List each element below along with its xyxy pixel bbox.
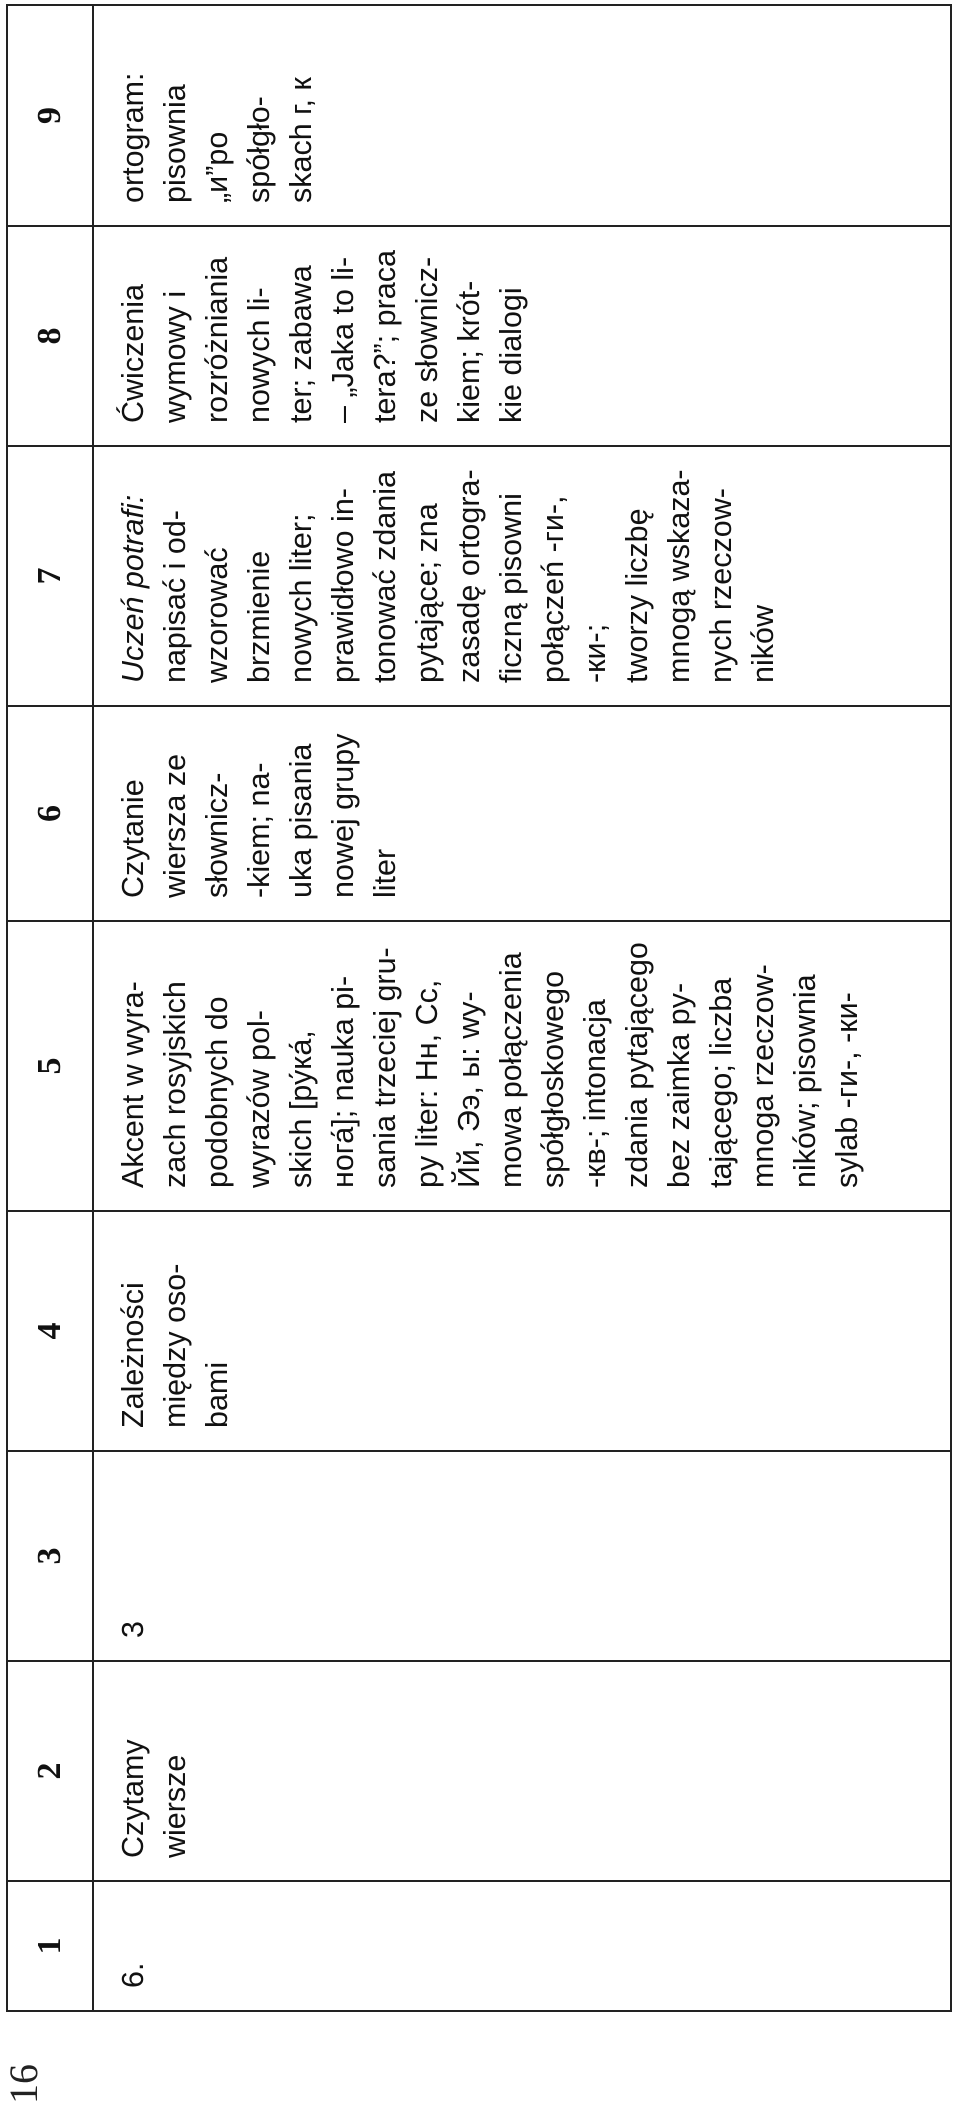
- header-col-7: 7: [7, 446, 93, 706]
- cell-outcomes: [93, 446, 951, 706]
- cell-notes: [93, 5, 951, 226]
- header-col-3: 3: [7, 1451, 93, 1661]
- header-col-9: 9: [7, 5, 93, 226]
- notes-text: ortogram: pisownia „и”po spółgło- skach г, к: [116, 72, 318, 203]
- cell-activities: [93, 706, 951, 921]
- cell-hours: [93, 1451, 951, 1661]
- content-text: Akcent w wyra- zach rosyjskich podobnych do wyrazów pol- skich [ру́ка́, нога́]; nauka pi- sania trzeciej gru- py liter: Нн, Сс, Йй, Ээ, ы: wy- mowa połączenia spółgłoskowego -кв-; intonacja zdania pytającego bez zaimka py- tającego; liczba mnoga rzeczow- ników; pisownia sylab -ги-, -ки-: [116, 942, 864, 1188]
- header-col-2: 2: [7, 1661, 93, 1881]
- cell-topic: [93, 1661, 951, 1881]
- cell-content: [93, 921, 951, 1211]
- cell-exercises: [93, 226, 951, 446]
- header-row: [7, 5, 93, 2011]
- rotated-table-container: [6, 6, 952, 2012]
- cell-theme: [93, 1211, 951, 1451]
- header-col-1: 1: [7, 1881, 93, 2011]
- header-col-5: 5: [7, 921, 93, 1211]
- hours-text: 3: [116, 1621, 150, 1638]
- page-number: 16: [1, 2064, 46, 2104]
- theme-text: Zależności między oso- bami: [116, 1263, 234, 1428]
- topic-text: Czytamy wiersze: [116, 1739, 192, 1858]
- lesson-plan-table: [6, 4, 952, 2012]
- lesson-number-text: 6.: [116, 1962, 150, 1988]
- table-row: [93, 5, 951, 2011]
- cell-lesson-number: [93, 1881, 951, 2011]
- outcomes-text: Uczeń potrafi: napisać i od- wzorować brzmienie nowych liter; prawidłowo in- tonować zdania pytające; zna zasadę ortogra- ficzną pisowni połączeń -ги-, -ки-; tworzy liczbę mnogą wskaza- nych rzeczow- ników: [116, 469, 780, 683]
- header-col-6: 6: [7, 706, 93, 921]
- activities-text: Czytanie wiersza ze słownicz- -kiem; na- uka pisania nowej grupy liter: [116, 733, 402, 898]
- header-col-8: 8: [7, 226, 93, 446]
- exercises-text: Ćwiczenia wymowy i rozróżniania nowych li- ter; zabawa – „Jaka to li- tera?”; praca ze słownicz- kiem; krót- kie dialogi: [116, 250, 528, 423]
- header-col-4: 4: [7, 1211, 93, 1451]
